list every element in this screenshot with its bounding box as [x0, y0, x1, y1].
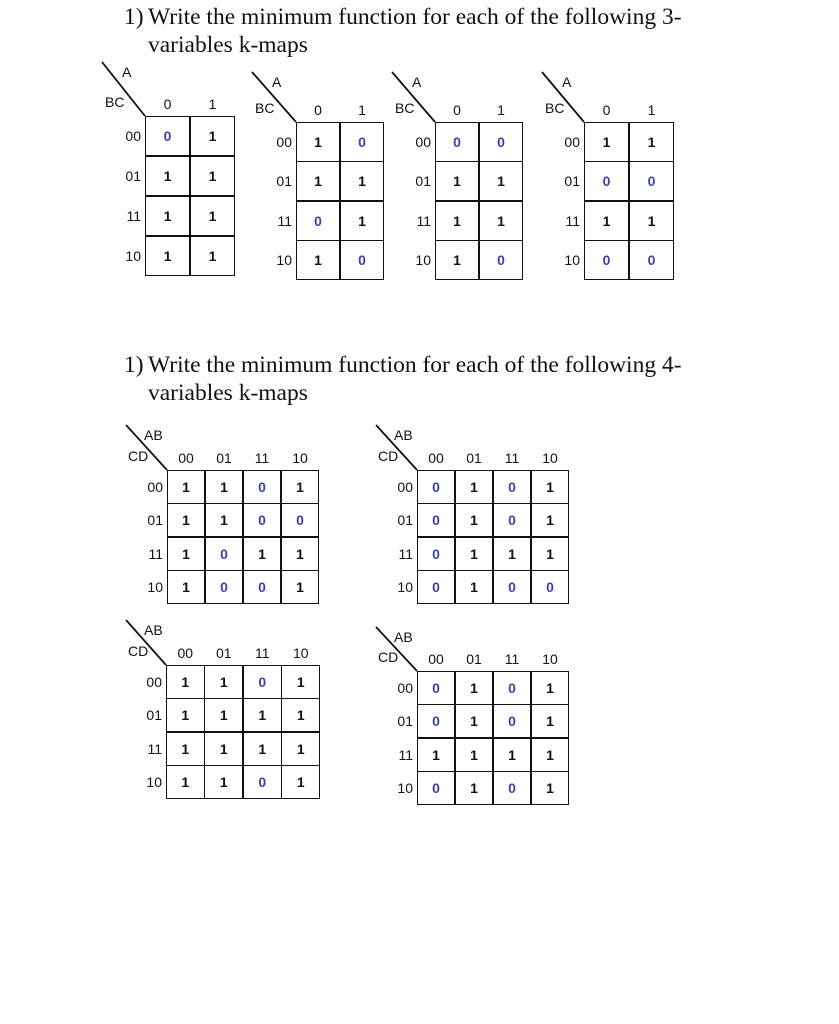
kmap-cell: 1 — [508, 545, 516, 562]
kmap-cell: 1 — [470, 713, 478, 730]
kmap-row-header: 01 — [415, 173, 431, 190]
kmap-column-header: 1 — [497, 102, 505, 118]
kmap-cell: 1 — [470, 746, 478, 763]
kmap-row-header: 00 — [125, 128, 141, 144]
kmap-cell: 0 — [432, 545, 440, 562]
kmap-column-header: 0 — [602, 102, 611, 118]
question-text-line2: variables k-maps — [148, 380, 308, 406]
kmap-cell: 1 — [258, 740, 267, 757]
kmap-cell: 0 — [258, 774, 267, 791]
kmap-top-variable: AB — [144, 622, 163, 638]
kmap-row-header: 11 — [148, 545, 163, 562]
kmap-row-header: 10 — [146, 774, 162, 791]
kmap-cell: 1 — [470, 780, 478, 797]
kmap-column-header: 0 — [453, 102, 461, 118]
kmap-cell: 0 — [497, 252, 505, 269]
question-text-line2: variables k-maps — [148, 32, 308, 58]
kmap-cell: 1 — [182, 512, 190, 529]
kmap-column-header: 00 — [428, 450, 444, 466]
kmap-cell: 1 — [258, 545, 266, 562]
kmap-cell: 1 — [296, 774, 305, 791]
kmap-column-header: 0 — [314, 102, 322, 118]
kmap-row-header: 01 — [276, 173, 292, 190]
kmap-cell: 1 — [182, 478, 190, 495]
kmap-cell: 1 — [497, 173, 505, 190]
kmap-cell: 1 — [546, 746, 554, 763]
kmap-cell: 0 — [497, 133, 505, 150]
kmap-cell: 1 — [296, 740, 305, 757]
kmap-column-header: 11 — [254, 450, 270, 466]
kmap-top-variable: A — [562, 74, 572, 90]
kmap-side-variable: BC — [545, 100, 565, 116]
kmap-side-variable: CD — [378, 448, 399, 464]
kmap-cell: 1 — [208, 208, 217, 224]
kmap-side-variable: CD — [128, 448, 149, 464]
kmap-cell: 1 — [219, 673, 228, 690]
kmap-cell: 0 — [508, 512, 516, 529]
kmap-cell: 1 — [314, 173, 322, 190]
kmap-cell: 0 — [647, 252, 656, 269]
kmap-cell: 0 — [432, 713, 440, 730]
kmap-cell: 1 — [208, 168, 217, 184]
kmap-column-header: 01 — [466, 450, 482, 466]
kmap-cell: 0 — [220, 579, 228, 596]
kmap-top-variable: A — [122, 64, 132, 80]
kmap-side-variable: CD — [378, 649, 399, 665]
kmap-column-header: 10 — [542, 651, 558, 667]
kmap-top-variable: AB — [144, 427, 163, 443]
kmap-top-variable: A — [272, 74, 282, 90]
kmap-cell: 0 — [258, 579, 266, 596]
kmap-cell: 1 — [358, 173, 366, 190]
kmap-cell: 0 — [314, 212, 322, 229]
kmap-row-header: 10 — [397, 780, 413, 797]
kmap-cell: 1 — [163, 208, 172, 224]
kmap-cell: 1 — [546, 545, 554, 562]
kmap-column-header: 11 — [504, 651, 520, 667]
kmap-row-header: 10 — [415, 252, 431, 269]
kmap-cell: 0 — [432, 780, 440, 797]
kmap-row-header: 00 — [397, 679, 413, 696]
kmap-column-header: 10 — [542, 450, 558, 466]
kmap-cell: 1 — [546, 780, 554, 797]
kmap-cell: 1 — [470, 545, 478, 562]
kmap-side-variable: CD — [128, 643, 149, 659]
question-text-line1: Write the minimum function for each of the following 3- — [148, 4, 682, 30]
kmap-cell: 0 — [358, 252, 366, 269]
kmap-cell: 1 — [163, 168, 172, 184]
question-number: 1) — [124, 4, 144, 30]
kmap-cell: 1 — [508, 746, 516, 763]
kmap-cell: 0 — [508, 478, 516, 495]
kmap-row-header: 01 — [564, 173, 580, 190]
kmap-cell: 1 — [314, 133, 322, 150]
kmap-row-header: 11 — [416, 212, 431, 229]
kmap-cell: 0 — [647, 173, 656, 190]
kmap-cell: 1 — [470, 679, 478, 696]
kmap-column-header: 01 — [215, 645, 232, 661]
kmap-cell: 1 — [182, 545, 190, 562]
kmap-column-header: 11 — [504, 450, 520, 466]
kmap-row-header: 11 — [398, 545, 413, 562]
kmap-cell: 1 — [219, 707, 228, 724]
kmap-side-variable: BC — [395, 100, 415, 116]
kmap-cell: 0 — [258, 512, 266, 529]
kmap-column-header: 10 — [292, 645, 309, 661]
kmap-cell: 1 — [208, 248, 217, 264]
kmap-column-header: 01 — [216, 450, 232, 466]
kmap-side-variable: BC — [105, 94, 125, 110]
kmap-cell: 0 — [508, 780, 516, 797]
kmap-cell: 0 — [432, 512, 440, 529]
kmap-column-header: 01 — [466, 651, 482, 667]
kmap-cell: 0 — [432, 478, 440, 495]
kmap-row-header: 11 — [565, 212, 580, 229]
kmap-column-header: 11 — [254, 645, 270, 661]
kmap-column-header: 00 — [178, 450, 194, 466]
kmap-cell: 1 — [163, 248, 172, 264]
kmap-column-header: 00 — [428, 651, 444, 667]
kmap-cell: 1 — [602, 212, 611, 229]
kmap-row-header: 10 — [125, 248, 141, 264]
kmap-cell: 1 — [602, 133, 611, 150]
question-number: 1) — [124, 352, 144, 378]
kmap-cell: 1 — [470, 478, 478, 495]
kmap-cell: 1 — [647, 133, 656, 150]
kmap-top-variable: A — [412, 74, 422, 90]
kmap-cell: 1 — [181, 707, 190, 724]
kmap-row-header: 01 — [397, 512, 413, 529]
kmap-side-variable: BC — [255, 100, 275, 116]
kmap-cell: 1 — [470, 579, 478, 596]
kmap-cell: 0 — [508, 579, 516, 596]
kmap-row-header: 01 — [146, 707, 162, 724]
question-text-line1: Write the minimum function for each of the following 4- — [148, 352, 682, 378]
kmap-cell: 0 — [258, 673, 267, 690]
kmap-cell: 1 — [358, 212, 366, 229]
kmap-row-header: 00 — [415, 133, 431, 150]
kmap-cell: 1 — [296, 707, 305, 724]
kmap-cell: 1 — [182, 579, 190, 596]
kmap-cell: 0 — [220, 545, 228, 562]
kmap-column-header: 1 — [208, 96, 217, 112]
kmap-cell: 1 — [546, 512, 554, 529]
kmap-row-header: 11 — [147, 740, 162, 757]
kmap-cell: 1 — [314, 252, 322, 269]
kmap-cell: 0 — [602, 252, 611, 269]
kmap-cell: 1 — [497, 212, 505, 229]
kmap-column-header: 0 — [163, 96, 172, 112]
kmap-row-header: 10 — [276, 252, 292, 269]
kmap-cell: 1 — [546, 713, 554, 730]
kmap-column-header: 00 — [177, 645, 194, 661]
kmap-cell: 0 — [296, 512, 304, 529]
kmap-row-header: 00 — [397, 478, 413, 495]
kmap-column-header: 1 — [647, 102, 656, 118]
kmap-cell: 1 — [181, 673, 190, 690]
kmap-row-header: 01 — [147, 512, 163, 529]
kmap-cell: 0 — [546, 579, 554, 596]
kmap-row-header: 00 — [276, 133, 292, 150]
kmap-row-header: 00 — [564, 133, 580, 150]
kmap-row-header: 11 — [398, 746, 413, 763]
kmap-cell: 0 — [508, 713, 516, 730]
kmap-cell: 0 — [508, 679, 516, 696]
kmap-column-header: 10 — [292, 450, 308, 466]
kmap-top-variable: AB — [394, 427, 413, 443]
kmap-row-header: 00 — [146, 673, 162, 690]
kmap-cell: 1 — [453, 252, 461, 269]
kmap-cell: 1 — [453, 212, 461, 229]
kmap-cell: 1 — [647, 212, 656, 229]
kmap-cell: 1 — [296, 545, 304, 562]
kmap-cell: 1 — [181, 740, 190, 757]
kmap-cell: 1 — [208, 128, 217, 144]
kmap-cell: 1 — [258, 707, 267, 724]
kmap-cell: 1 — [546, 478, 554, 495]
kmap-cell: 1 — [181, 774, 190, 791]
kmap-cell: 1 — [219, 740, 228, 757]
kmap-cell: 1 — [470, 512, 478, 529]
kmap-row-header: 01 — [125, 168, 141, 184]
kmap-cell: 1 — [219, 774, 228, 791]
kmap-row-header: 10 — [147, 579, 163, 596]
kmap-row-header: 10 — [397, 579, 413, 596]
kmap-cell: 1 — [453, 173, 461, 190]
kmap-cell: 1 — [296, 478, 304, 495]
kmap-cell: 0 — [602, 173, 611, 190]
kmap-cell: 0 — [163, 128, 172, 144]
kmap-cell: 1 — [220, 512, 228, 529]
kmap-cell: 1 — [432, 746, 440, 763]
kmap-cell: 0 — [432, 579, 440, 596]
kmap-cell: 0 — [432, 679, 440, 696]
kmap-column-header: 1 — [358, 102, 366, 118]
kmap-top-variable: AB — [394, 629, 413, 645]
kmap-row-header: 01 — [397, 713, 413, 730]
kmap-cell: 0 — [258, 478, 266, 495]
kmap-row-header: 11 — [126, 208, 141, 224]
kmap-row-header: 11 — [277, 212, 292, 229]
kmap-row-header: 10 — [564, 252, 580, 269]
kmap-cell: 1 — [546, 679, 554, 696]
kmap-cell: 0 — [358, 133, 366, 150]
kmap-cell: 1 — [296, 673, 305, 690]
kmap-row-header: 00 — [147, 478, 163, 495]
kmap-cell: 0 — [453, 133, 461, 150]
kmap-cell: 1 — [220, 478, 228, 495]
kmap-cell: 1 — [296, 579, 304, 596]
